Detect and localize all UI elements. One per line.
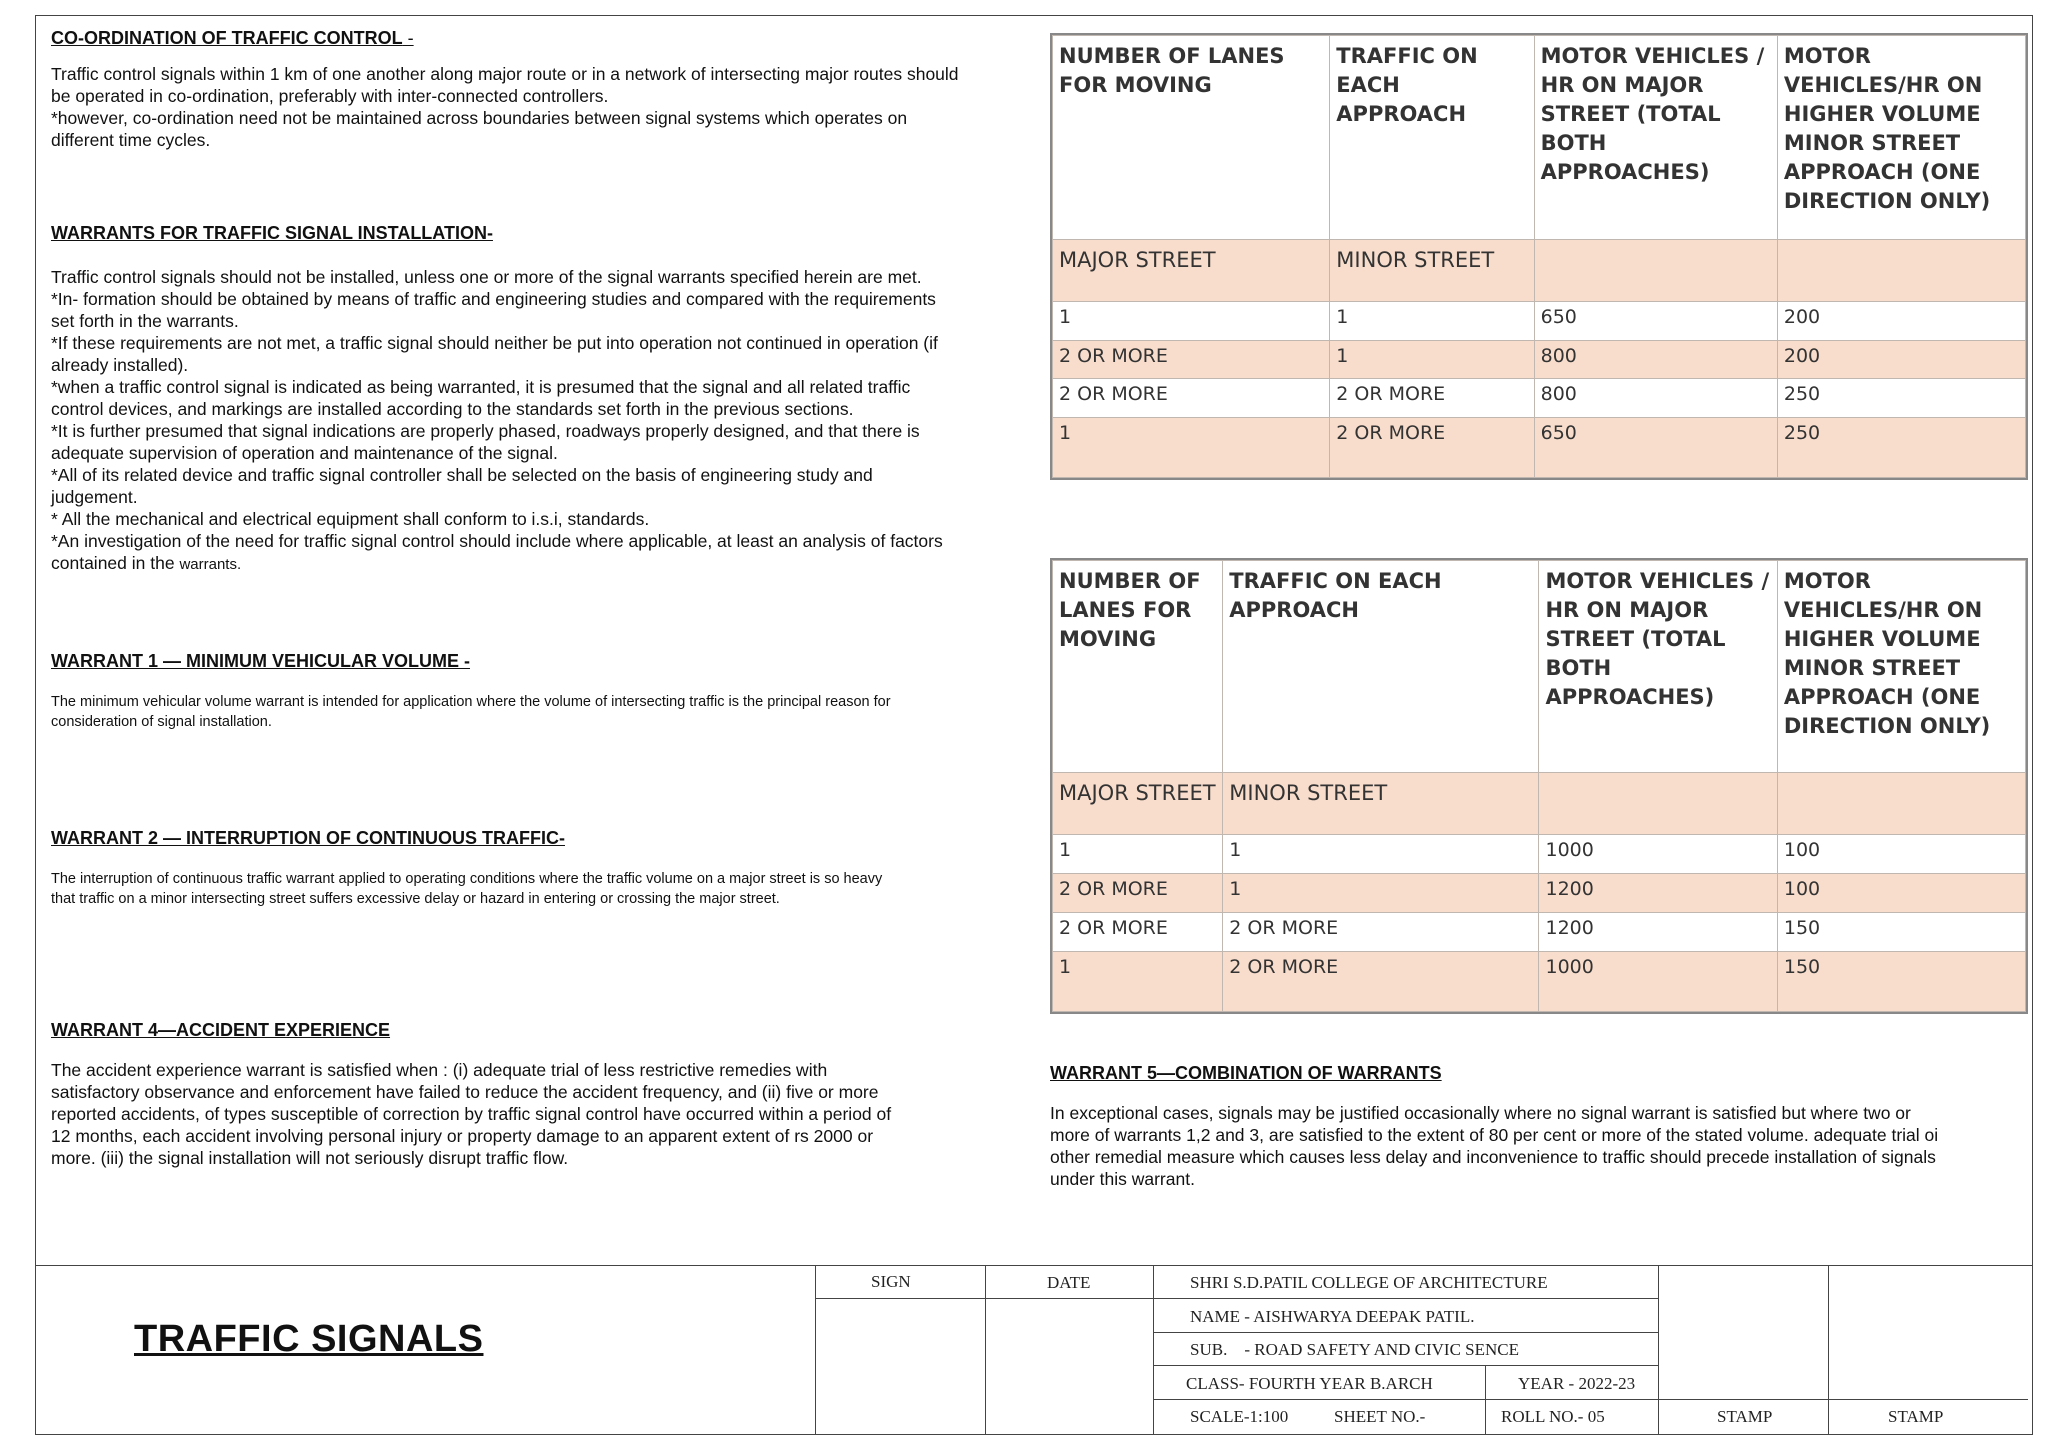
- warrants-line: set forth in the warrants.: [51, 311, 239, 331]
- warrant2-section: [51, 828, 1041, 909]
- drawing-title: TRAFFIC SIGNALS: [134, 1318, 484, 1360]
- table-cell: 1000: [1539, 835, 1777, 874]
- table-cell: 1200: [1539, 913, 1777, 952]
- warrant4-heading: WARRANT 4—ACCIDENT EXPERIENCE: [51, 1020, 391, 1040]
- table-cell: 2 OR MORE: [1330, 379, 1534, 418]
- table-cell: 100: [1777, 874, 2025, 913]
- table-row: [1053, 340, 2026, 379]
- coordination-section: [51, 28, 1041, 151]
- table-cell: 150: [1777, 952, 2025, 1012]
- table-header-cell: TRAFFIC ON EACH APPROACH: [1330, 36, 1534, 240]
- warrants-line: *It is further presumed that signal indications are properly phased, roadways properly designed, and that there is: [51, 421, 920, 441]
- coordination-line: different time cycles.: [51, 130, 211, 150]
- warrants-line: *when a traffic control signal is indicated as being warranted, it is presumed that the signal and all related traffic: [51, 377, 911, 397]
- table-cell: 800: [1534, 379, 1777, 418]
- student-name: NAME - AISHWARYA DEEPAK PATIL.: [1190, 1307, 1475, 1326]
- table-cell: 650: [1534, 418, 1777, 478]
- table-row: [1053, 302, 2026, 341]
- warrant5-line: more of warrants 1,2 and 3, are satisfied to the extent of 80 per cent or more of the stated volume. adequate trial oi: [1050, 1125, 1939, 1145]
- table-cell: 2 OR MORE: [1330, 418, 1534, 478]
- table-row: [1053, 874, 2026, 913]
- table-cell: 1: [1053, 835, 1223, 874]
- stamp-label: STAMP: [1888, 1407, 1944, 1426]
- warrant5-line: In exceptional cases, signals may be justified occasionally where no signal warrant is satisfied but where two or: [1050, 1103, 1911, 1123]
- title-block-divider: [1828, 1265, 1829, 1435]
- warrant4-line: more. (iii) the signal installation will not seriously disrupt traffic flow.: [51, 1148, 569, 1168]
- warrants-install-heading: WARRANTS FOR TRAFFIC SIGNAL INSTALLATION-: [51, 223, 493, 243]
- table-header-cell: MOTOR VEHICLES / HR ON MAJOR STREET (TOTAL BOTH APPROACHES): [1539, 561, 1777, 773]
- title-block-divider: [1658, 1265, 1659, 1435]
- table-cell: 2 OR MORE: [1053, 874, 1223, 913]
- class-label: CLASS- FOURTH YEAR B.ARCH: [1186, 1374, 1433, 1393]
- title-block-divider: [815, 1265, 816, 1435]
- warrants-install-section: [51, 223, 1041, 576]
- table-cell: 1: [1053, 302, 1330, 341]
- table-subheader-cell: [1777, 773, 2025, 835]
- warrants-line: *All of its related device and traffic signal controller shall be selected on the basis of engineering study and: [51, 465, 873, 485]
- table-row: [1053, 913, 2026, 952]
- table-row: [1053, 379, 2026, 418]
- table-row: [1053, 418, 2026, 478]
- table-cell: 200: [1777, 302, 2025, 341]
- warrants-line: already installed).: [51, 355, 189, 375]
- sign-label: SIGN: [871, 1272, 911, 1291]
- table-subheader-cell: MAJOR STREET: [1053, 773, 1223, 835]
- title-block-divider: [1153, 1265, 1154, 1435]
- stamp-label: STAMP: [1717, 1407, 1773, 1426]
- warrants-line: Traffic control signals should not be installed, unless one or more of the signal warrants specified herein are met.: [51, 267, 922, 287]
- table-cell: 2 OR MORE: [1223, 913, 1539, 952]
- warrant2-line: that traffic on a minor intersecting street suffers excessive delay or hazard in entering or crossing the major street.: [51, 891, 780, 907]
- table-cell: 200: [1777, 340, 2025, 379]
- table-cell: 800: [1534, 340, 1777, 379]
- table-header-cell: TRAFFIC ON EACH APPROACH: [1223, 561, 1539, 773]
- warrants-line: judgement.: [51, 487, 138, 507]
- table-header-cell: NUMBER OF LANES FOR MOVING: [1053, 36, 1330, 240]
- table-subheader-cell: [1539, 773, 1777, 835]
- warrant4-line: reported accidents, of types susceptible of correction by traffic signal control have occurred within a period of: [51, 1104, 892, 1124]
- warrant5-line: under this warrant.: [1050, 1169, 1195, 1189]
- table-subheader-cell: MINOR STREET: [1330, 240, 1534, 302]
- warrant5-line: other remedial measure which causes less delay and inconvenience to traffic should precede installation of signals: [1050, 1147, 1936, 1167]
- table-cell: 1: [1330, 340, 1534, 379]
- title-block-rule: [1153, 1332, 1658, 1333]
- warrant4-line: 12 months, each accident involving personal injury or property damage to an apparent extent of rs 2000 or: [51, 1126, 874, 1146]
- title-block-divider: [985, 1265, 986, 1435]
- table-cell: 2 OR MORE: [1223, 952, 1539, 1012]
- table-row: [1053, 952, 2026, 1012]
- coordination-heading: CO-ORDINATION OF TRAFFIC CONTROL -: [51, 28, 414, 48]
- warrant1-line: The minimum vehicular volume warrant is intended for application where the volume of intersecting traffic is the principal reason for: [51, 694, 891, 710]
- coordination-line: *however, co-ordination need not be maintained across boundaries between signal systems which operates on: [51, 108, 908, 128]
- table-cell: 1: [1330, 302, 1534, 341]
- warrant4-line: The accident experience warrant is satisfied when : (i) adequate trial of less restrictive remedies with: [51, 1060, 828, 1080]
- table-cell: 1: [1053, 418, 1330, 478]
- table-cell: 250: [1777, 418, 2025, 478]
- table-cell: 1200: [1539, 874, 1777, 913]
- table-subheader-cell: [1777, 240, 2025, 302]
- title-block-rule: [1153, 1399, 2028, 1400]
- coordination-line: Traffic control signals within 1 km of one another along major route or in a network of intersecting major routes should: [51, 64, 959, 84]
- table-cell: 1000: [1539, 952, 1777, 1012]
- table-header-cell: NUMBER OF LANES FOR MOVING: [1053, 561, 1223, 773]
- table-cell: 100: [1777, 835, 2025, 874]
- table-subheader-cell: MAJOR STREET: [1053, 240, 1330, 302]
- warrant1-table: [1050, 33, 2028, 480]
- table-cell: 2 OR MORE: [1053, 340, 1330, 379]
- warrant1-section: [51, 651, 1041, 732]
- table-subheader-cell: [1534, 240, 1777, 302]
- warrant4-line: satisfactory observance and enforcement have failed to reduce the accident frequency, and (ii) five or more: [51, 1082, 879, 1102]
- warrants-line: *In- formation should be obtained by means of traffic and engineering studies and compared with the requirements: [51, 289, 936, 309]
- subject-label: SUB. - ROAD SAFETY AND CIVIC SENCE: [1190, 1340, 1520, 1359]
- warrant2-heading: WARRANT 2 — INTERRUPTION OF CONTINUOUS TRAFFIC-: [51, 828, 565, 848]
- warrants-line: * All the mechanical and electrical equipment shall conform to i.s.i, standards.: [51, 509, 650, 529]
- title-block-divider: [1485, 1365, 1486, 1435]
- table-cell: 2 OR MORE: [1053, 913, 1223, 952]
- table-header-cell: MOTOR VEHICLES / HR ON MAJOR STREET (TOTAL BOTH APPROACHES): [1534, 36, 1777, 240]
- table-header-cell: MOTOR VEHICLES/HR ON HIGHER VOLUME MINOR STREET APPROACH (ONE DIRECTION ONLY): [1777, 36, 2025, 240]
- table-subheader-cell: MINOR STREET: [1223, 773, 1539, 835]
- warrants-line: adequate supervision of operation and maintenance of the signal.: [51, 443, 558, 463]
- coordination-line: be operated in co-ordination, preferably with inter-connected controllers.: [51, 86, 609, 106]
- warrant5-heading: WARRANT 5—COMBINATION OF WARRANTS: [1050, 1063, 1442, 1083]
- warrant2-table: [1050, 558, 2028, 1014]
- scale-label: SCALE-1:100: [1190, 1407, 1289, 1426]
- warrant4-section: [51, 1020, 1041, 1169]
- table-row: [1053, 835, 2026, 874]
- table-cell: 150: [1777, 913, 2025, 952]
- table-header-cell: MOTOR VEHICLES/HR ON HIGHER VOLUME MINOR STREET APPROACH (ONE DIRECTION ONLY): [1777, 561, 2025, 773]
- table-cell: 2 OR MORE: [1053, 379, 1330, 418]
- warrant5-section: [1050, 1063, 2020, 1190]
- date-label: DATE: [1047, 1273, 1091, 1292]
- table-cell: 1: [1223, 835, 1539, 874]
- warrants-line: *An investigation of the need for traffic signal control should include where applicable, at least an analysis of factors: [51, 531, 943, 551]
- warrant2-line: The interruption of continuous traffic warrant applied to operating conditions where the traffic volume on a major street is so heavy: [51, 871, 883, 887]
- year-label: YEAR - 2022-23: [1518, 1374, 1636, 1393]
- roll-number-label: ROLL NO.- 05: [1501, 1407, 1605, 1426]
- table-cell: 250: [1777, 379, 2025, 418]
- title-block-rule: [1153, 1365, 1658, 1366]
- table-cell: 1: [1223, 874, 1539, 913]
- warrant1-line: consideration of signal installation.: [51, 714, 272, 730]
- warrants-line: *If these requirements are not met, a traffic signal should neither be put into operation not continued in operation (if: [51, 333, 938, 353]
- sheet-number-label: SHEET NO.-: [1334, 1407, 1426, 1426]
- title-block-rule: [815, 1298, 1658, 1299]
- warrant1-heading: WARRANT 1 — MINIMUM VEHICULAR VOLUME -: [51, 651, 470, 671]
- college-name: SHRI S.D.PATIL COLLEGE OF ARCHITECTURE: [1190, 1273, 1548, 1292]
- warrants-line: contained in the warrants.: [51, 553, 242, 573]
- table-cell: 1: [1053, 952, 1223, 1012]
- warrants-line: control devices, and markings are installed according to the standards set forth in the previous sections.: [51, 399, 854, 419]
- table-cell: 650: [1534, 302, 1777, 341]
